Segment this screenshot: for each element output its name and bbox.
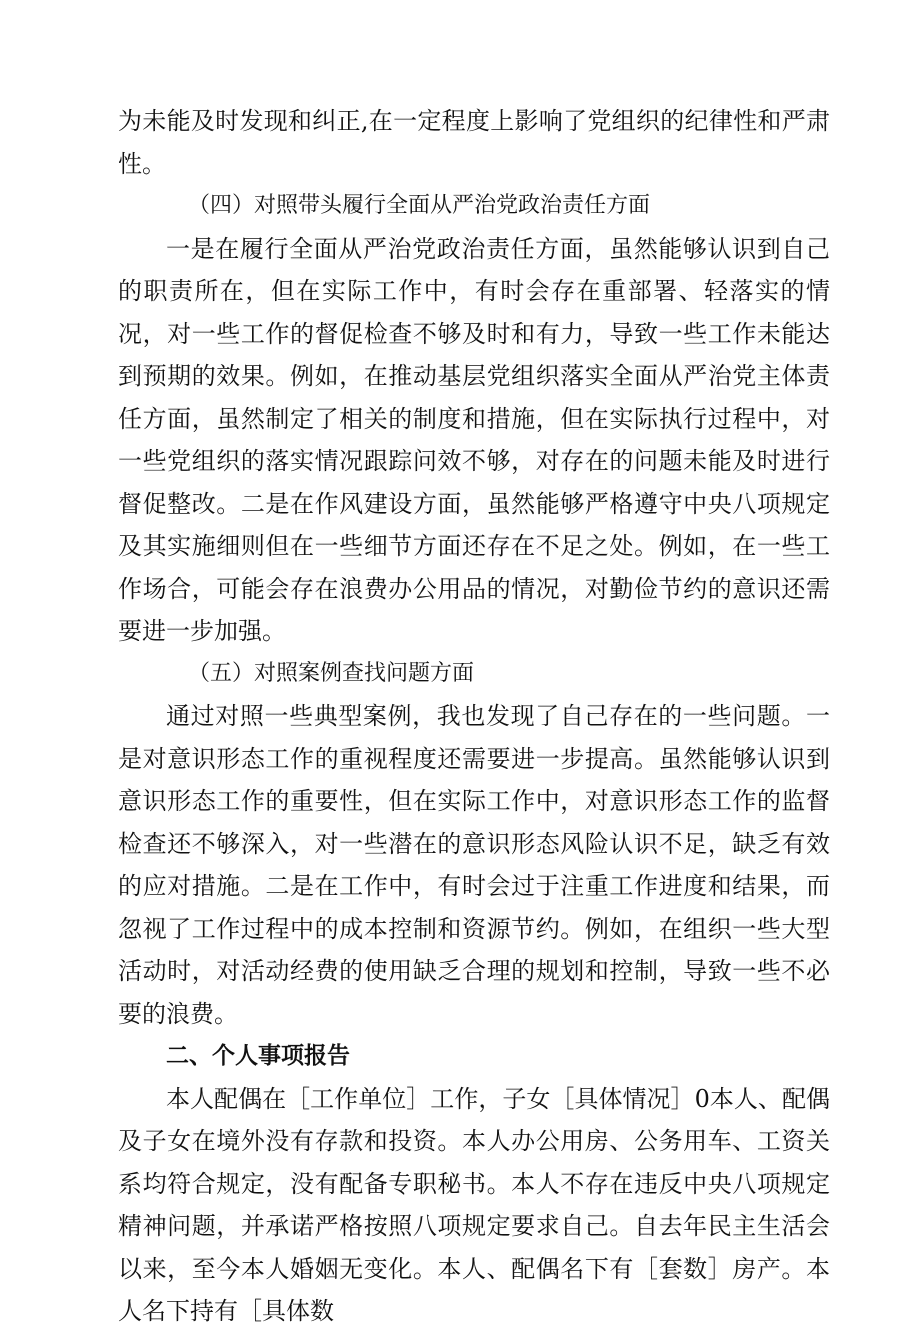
document-body <box>118 100 830 1333</box>
paragraph-political-responsibility: 一是在履行全面从严治党政治责任方面，虽然能够认识到自己的职责所在，但在实际工作中，有时会存在重部署、轻落实的情况，对一些工作的督促检查不够及时和有力，导致一些工作未能达到预期的效果。例如，在推动基层党组织落实全面从严治党主体责任方面，虽然制定了相关的制度和措施，但在实际执行过程中，对一些党组织的落实情况跟踪问效不够，对存在的问题未能及时进行督促整改。二是在作风建设方面，虽然能够严格遵守中央八项规定及其实施细则但在一些细节方面还存在不足之处。例如，在一些工作场合，可能会存在浪费办公用品的情况，对勤俭节约的意识还需要进一步加强。 <box>118 234 830 645</box>
section-heading-4: （四）对照带头履行全面从严治党政治责任方面 <box>188 193 651 218</box>
section-heading-5: （五）对照案例查找问题方面 <box>188 660 475 686</box>
paragraph-case-study: 通过对照一些典型案例，我也发现了自己存在的一些问题。一是对意识形态工作的重视程度还需要进一步提高。虽然能够认识到意识形态工作的重要性，但在实际工作中，对意识形态工作的监督检查还不够深入，对一些潜在的意识形态风险认识不足，缺乏有效的应对措施。二是在工作中，有时会过于注重工作进度和结果，而忽视了工作过程中的成本控制和资源节约。例如，在组织一些大型活动时，对活动经费的使用缺乏合理的规划和控制，导致一些不必要的浪费。 <box>118 702 830 1028</box>
paragraph-personal-report: 本人配偶在［工作单位］工作，子女［具体情况］0本人、配偶及子女在境外没有存款和投资。本人办公用房、公务用车、工资关系均符合规定，没有配备专职秘书。本人不存在违反中央八项规定精神问题，并承诺严格按照八项规定要求自己。自去年民主生活会以来，至今本人婚姻无变化。本人、配偶名下有［套数］房产。本人名下持有［具体数 <box>118 1084 830 1325</box>
section-heading-personal-matters: 二、个人事项报告 <box>166 1043 350 1069</box>
paragraph-continued: 为未能及时发现和纠正,在一定程度上影响了党组织的纪律性和严肃性。 <box>118 107 830 178</box>
